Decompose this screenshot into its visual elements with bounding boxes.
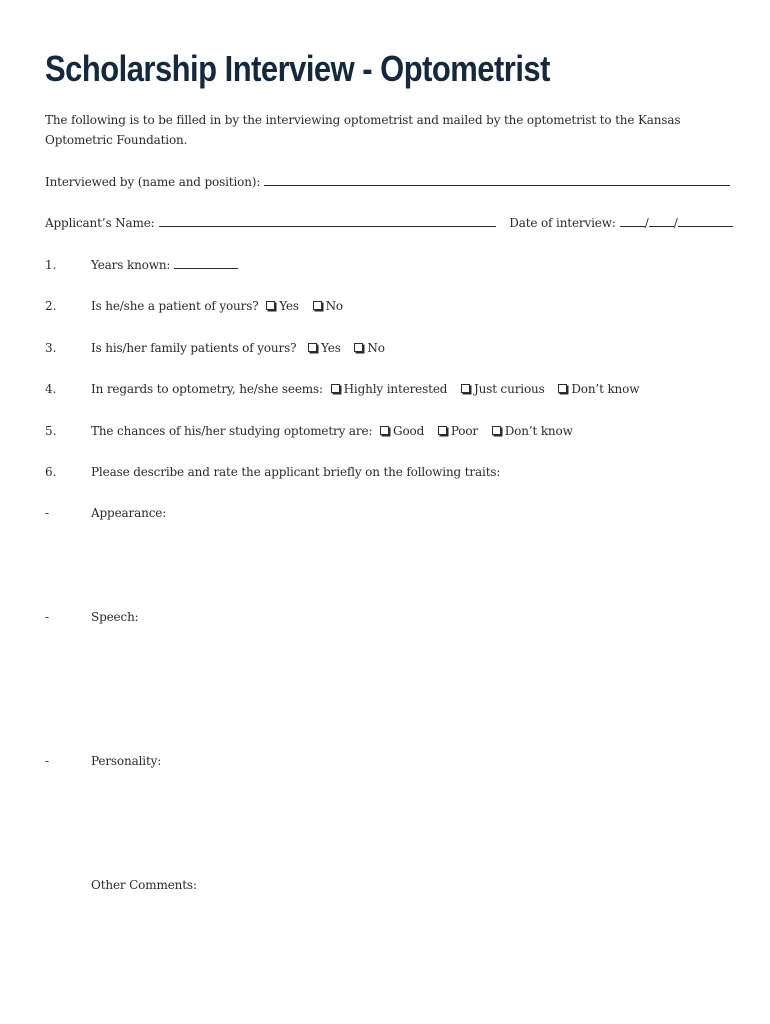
option-no[interactable]: [354, 339, 384, 357]
question-text: Years known:: [91, 258, 171, 272]
option-label: No: [325, 299, 343, 313]
date-separator: /: [673, 216, 678, 230]
option-label: Yes: [279, 299, 299, 313]
date-of-interview-label: Date of interview:: [509, 216, 616, 230]
applicant-row: [45, 214, 733, 232]
question-3: [91, 339, 385, 357]
checkbox-icon[interactable]: [308, 343, 317, 352]
checkbox-icon[interactable]: [266, 301, 275, 310]
option-just-curious[interactable]: [461, 380, 545, 398]
interviewed-by-label: Interviewed by (name and position):: [45, 175, 261, 189]
option-label: Good: [393, 424, 425, 438]
trait-bullet: -: [45, 506, 50, 520]
question-5: [91, 422, 573, 440]
date-month-field[interactable]: [620, 214, 645, 227]
option-poor[interactable]: [438, 422, 478, 440]
other-comments-label: Other Comments:: [91, 878, 197, 892]
trait-bullet: -: [45, 610, 50, 624]
question-number: 6.: [45, 465, 57, 479]
option-no[interactable]: [313, 297, 343, 315]
checkbox-icon[interactable]: [558, 384, 567, 393]
question-text: In regards to optometry, he/she seems:: [91, 382, 323, 396]
question-text: Please describe and rate the applicant briefly on the following traits:: [91, 465, 501, 479]
question-text: The chances of his/her studying optometry are:: [91, 424, 373, 438]
question-number: 1.: [45, 258, 57, 272]
option-dont-know[interactable]: [492, 422, 573, 440]
trait-speech-label: Speech:: [91, 610, 139, 624]
option-label: Don’t know: [504, 424, 573, 438]
page-title: Scholarship Interview - Optometrist: [45, 48, 550, 89]
option-yes[interactable]: [266, 297, 299, 315]
question-number: 2.: [45, 299, 57, 313]
date-year-field[interactable]: [678, 214, 733, 227]
checkbox-icon[interactable]: [331, 384, 340, 393]
question-2: [91, 297, 343, 315]
question-6: [91, 463, 500, 481]
question-text: Is his/her family patients of yours?: [91, 341, 297, 355]
question-number: 3.: [45, 341, 57, 355]
checkbox-icon[interactable]: [461, 384, 470, 393]
interviewed-by-field[interactable]: [264, 173, 730, 186]
option-label: Poor: [450, 424, 479, 438]
question-number: 5.: [45, 424, 57, 438]
question-4: [91, 380, 639, 398]
checkbox-icon[interactable]: [313, 301, 322, 310]
checkbox-icon[interactable]: [492, 426, 501, 435]
date-day-field[interactable]: [649, 214, 674, 227]
years-known-field[interactable]: [174, 256, 238, 269]
option-label: Yes: [321, 341, 341, 355]
trait-bullet: -: [45, 754, 50, 768]
question-number: 4.: [45, 382, 57, 396]
checkbox-icon[interactable]: [438, 426, 447, 435]
option-label: No: [367, 341, 385, 355]
option-good[interactable]: [380, 422, 424, 440]
option-label: Highly interested: [343, 382, 448, 396]
applicant-name-field[interactable]: [159, 214, 496, 227]
question-1: [91, 256, 238, 274]
intro-text: The following is to be filled in by the interviewing optometrist and mailed by the optometrist to the Kansas Optometric Foundation.: [45, 113, 681, 147]
option-yes[interactable]: [308, 339, 341, 357]
checkbox-icon[interactable]: [380, 426, 389, 435]
trait-personality-label: Personality:: [91, 754, 162, 768]
date-separator: /: [644, 216, 649, 230]
interviewed-by-row: [45, 173, 730, 191]
option-highly-interested[interactable]: [331, 380, 448, 398]
applicant-name-label: Applicant’s Name:: [45, 216, 155, 230]
checkbox-icon[interactable]: [354, 343, 363, 352]
question-text: Is he/she a patient of yours?: [91, 299, 259, 313]
trait-appearance-label: Appearance:: [91, 506, 167, 520]
option-label: Don’t know: [571, 382, 640, 396]
option-dont-know[interactable]: [558, 380, 639, 398]
option-label: Just curious: [473, 382, 545, 396]
